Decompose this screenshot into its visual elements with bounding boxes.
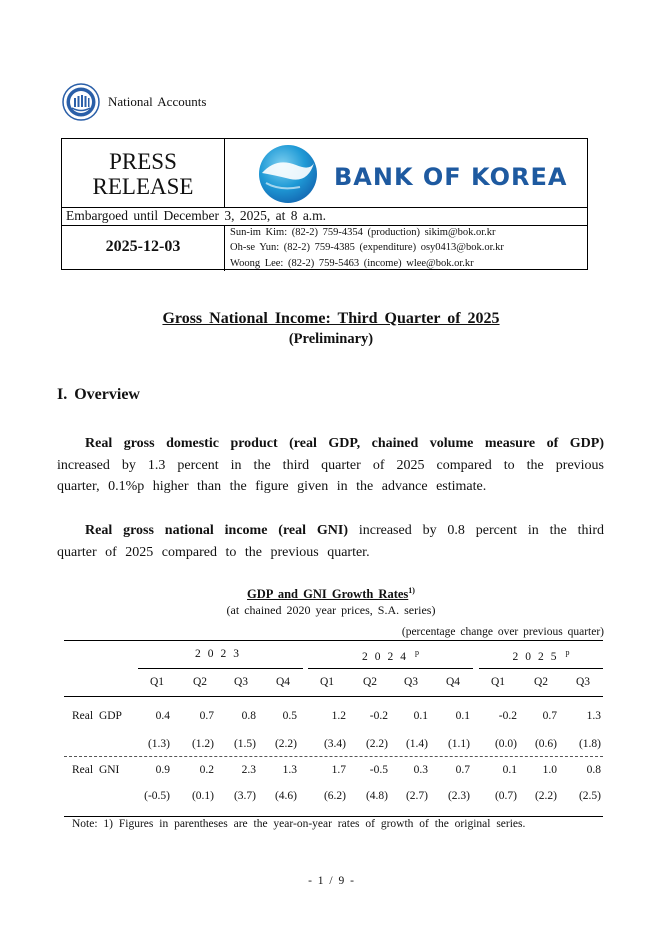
qoq-value-cell: 0.3: [413, 764, 428, 776]
yoy-value-cell: (-0.5): [144, 790, 170, 802]
yoy-value-cell: (2.2): [534, 790, 557, 802]
yoy-value-cell: (0.6): [534, 738, 557, 750]
contact-item: Sun-im Kim: (82-2) 759-4354 (production) sikim@bok.or.kr: [230, 227, 496, 238]
qoq-value-cell: 2.3: [241, 764, 256, 776]
yoy-value-cell: (3.7): [233, 790, 256, 802]
qoq-value-cell: 1.3: [282, 764, 297, 776]
quarter-header: Q4: [275, 676, 291, 688]
document-subtitle: (Preliminary): [288, 331, 374, 347]
overview-paragraph-gdp: Real gross domestic product (real GDP, chained volume measure of GDP) increased by 1.3 percent in the third quarter of 2025 compared to the previous quarter, 0.1%p higher than the figure given in the advance estimate.: [57, 436, 604, 494]
table-unit: (percentage change over previous quarter): [401, 626, 604, 638]
contact-item: Woong Lee: (82-2) 759-5463 (income) wlee@bok.or.kr: [230, 258, 474, 269]
quarter-header: Q4: [445, 676, 461, 688]
bok-emblem-icon: [256, 143, 320, 205]
year-header: 2024 $^p$: [362, 648, 419, 663]
yoy-value-cell: (6.2): [323, 790, 346, 802]
yoy-value-cell: (1.4): [405, 738, 428, 750]
yoy-value-cell: (4.6): [274, 790, 297, 802]
quarter-header: Q3: [233, 676, 249, 688]
year-header: 2023: [195, 648, 246, 660]
bank-of-korea-logo: [256, 143, 566, 203]
qoq-value-cell: 0.5: [282, 710, 297, 722]
bank-of-korea-seal-icon: [62, 83, 100, 121]
qoq-value-cell: 1.2: [331, 710, 346, 722]
qoq-value-cell: 0.1: [413, 710, 428, 722]
section-heading: I. Overview: [57, 386, 140, 403]
qoq-value-cell: 0.7: [199, 710, 214, 722]
qoq-value-cell: 1.7: [331, 764, 346, 776]
release-date: 2025-12-03: [105, 238, 181, 255]
embargo-notice: Embargoed until December 3, 2025, at 8 a.m.: [66, 208, 327, 223]
document-title: Gross National Income: Third Quarter of 2025: [162, 310, 500, 327]
qoq-value-cell: 0.7: [455, 764, 470, 776]
row-label: Real GNI: [72, 764, 120, 776]
bank-of-korea-wordmark: BANK OF KOREA: [334, 163, 568, 191]
table-title: GDP and GNI Growth Rates$^{1)}$: [247, 586, 415, 602]
qoq-value-cell: -0.2: [369, 710, 388, 722]
press-release-box: [61, 138, 588, 270]
yoy-value-cell: (0.7): [494, 790, 517, 802]
quarter-header: Q3: [403, 676, 419, 688]
yoy-value-cell: (1.5): [233, 738, 256, 750]
yoy-value-cell: (1.1): [447, 738, 470, 750]
quarter-header: Q1: [149, 676, 165, 688]
yoy-value-cell: (2.3): [447, 790, 470, 802]
contact-list: [230, 225, 504, 271]
quarter-header: Q1: [490, 676, 506, 688]
year-header: 2025 $^p$: [512, 648, 570, 663]
yoy-value-cell: (1.2): [191, 738, 214, 750]
quarter-header: Q2: [533, 676, 549, 688]
yoy-value-cell: (2.2): [365, 738, 388, 750]
yoy-value-cell: (2.5): [578, 790, 601, 802]
yoy-value-cell: (0.1): [191, 790, 214, 802]
yoy-value-cell: (0.0): [494, 738, 517, 750]
yoy-value-cell: (4.8): [365, 790, 388, 802]
overview-paragraph-gni: Real gross national income (real GNI) increased by 0.8 percent in the third quarter of 2025 compared to the previous quarter.: [57, 523, 605, 560]
quarter-header: Q2: [362, 676, 378, 688]
section-label: National Accounts: [108, 94, 207, 109]
qoq-value-cell: 0.2: [199, 764, 214, 776]
yoy-value-cell: (1.8): [578, 738, 601, 750]
qoq-value-cell: 0.4: [155, 710, 170, 722]
quarter-header: Q2: [192, 676, 208, 688]
qoq-value-cell: 1.0: [542, 764, 557, 776]
quarter-header: Q3: [575, 676, 591, 688]
yoy-value-cell: (2.2): [274, 738, 297, 750]
qoq-value-cell: 0.8: [241, 710, 256, 722]
qoq-value-cell: 0.1: [455, 710, 470, 722]
table-note: Note: 1) Figures in parentheses are the year-on-year rates of growth of the original series.: [72, 818, 526, 830]
yoy-value-cell: (1.3): [147, 738, 170, 750]
qoq-value-cell: -0.5: [369, 764, 388, 776]
qoq-value-cell: 0.8: [586, 764, 601, 776]
table-subtitle: (at chained 2020 year prices, S.A. series): [226, 603, 436, 617]
row-label: Real GDP: [72, 710, 122, 722]
qoq-value-cell: 0.9: [155, 764, 170, 776]
qoq-value-cell: -0.2: [498, 710, 517, 722]
yoy-value-cell: (2.7): [405, 790, 428, 802]
qoq-value-cell: 0.1: [502, 764, 517, 776]
contact-item: Oh-se Yun: (82-2) 759-4385 (expenditure) osy0413@bok.or.kr: [230, 242, 504, 253]
quarter-header: Q1: [319, 676, 335, 688]
qoq-value-cell: 1.3: [586, 710, 601, 722]
yoy-value-cell: (3.4): [323, 738, 346, 750]
page-number: - 1 / 9 -: [308, 875, 354, 887]
press-release-title: PRESS RELEASE: [92, 149, 194, 199]
qoq-value-cell: 0.7: [542, 710, 557, 722]
